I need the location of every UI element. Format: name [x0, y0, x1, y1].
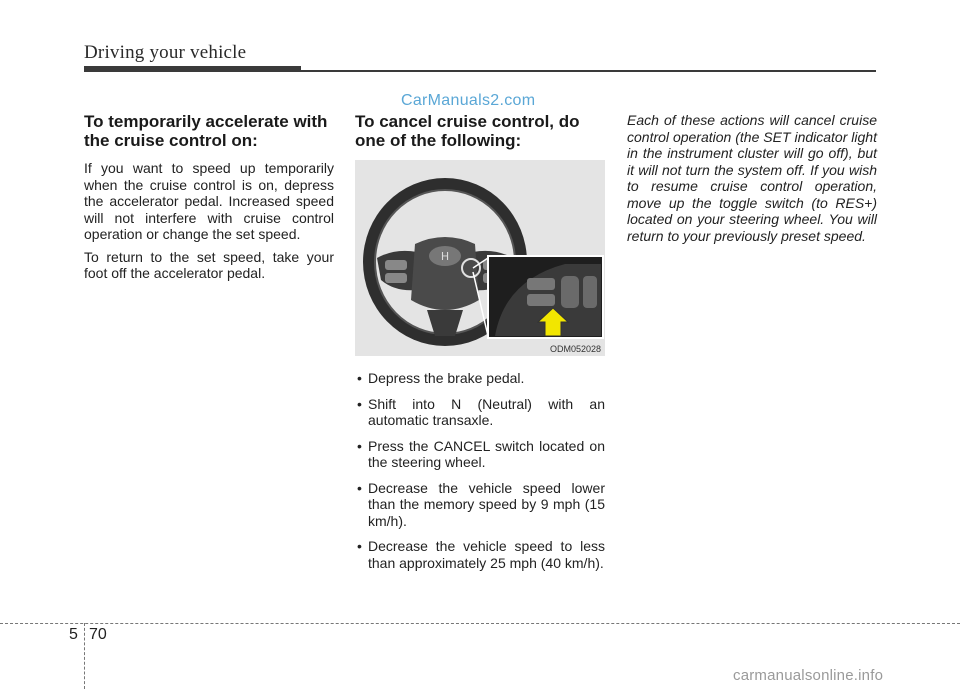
- list-item: • Press the CANCEL switch located on the steering wheel.: [355, 438, 605, 471]
- list-item: • Shift into N (Neutral) with an automatic transaxle.: [355, 396, 605, 429]
- header-rule-thin: [84, 70, 876, 72]
- column-cancel: [355, 112, 605, 580]
- column-note: [627, 112, 877, 250]
- steering-wheel-figure: [355, 160, 605, 356]
- paragraph-accelerate-2: To return to the set speed, take your foot off the accelerator pedal.: [84, 248, 334, 281]
- heading-cancel: To cancel cruise control, do one of the following:: [355, 112, 580, 150]
- watermark-bottom: carmanualsonline.info: [733, 667, 884, 684]
- footer-vertical-rule: [84, 623, 85, 689]
- figure-caption: ODM052028: [549, 344, 601, 354]
- watermark-top: CarManuals2.com: [401, 92, 536, 109]
- cancel-actions-list: [355, 370, 605, 571]
- footer-page-number: 70: [89, 626, 107, 643]
- list-item: • Decrease the vehicle speed to less than approximately 25 mph (40 km/h).: [355, 538, 605, 571]
- footer-chapter-number: 5: [69, 626, 78, 643]
- page-header-title: Driving your vehicle: [84, 42, 247, 63]
- list-item: • Depress the brake pedal.: [355, 370, 605, 387]
- column-accelerate: [84, 112, 334, 288]
- note-paragraph: Each of these actions will cancel cruise control operation (the SET indicator light in the instrument cluster will go off), but it will not turn the system off. If you wish to resume cruise control operation, move up the toggle switch (to RES+) located on your steering wheel. You will return to your previously preset speed.: [627, 112, 877, 244]
- cruise-switch-detail-icon: [488, 256, 603, 338]
- paragraph-accelerate-1: If you want to speed up temporarily when the cruise control is on, depress the accelerator pedal. Increased speed will not interfere with cruise control operation or change the set speed.: [84, 160, 334, 242]
- svg-text:H: H: [440, 250, 450, 263]
- steering-wheel-illustration: [355, 160, 605, 356]
- footer-rule: [0, 623, 960, 624]
- heading-accelerate: To temporarily accelerate with the cruise control on:: [84, 112, 328, 150]
- list-item: • Decrease the vehicle speed lower than the memory speed by 9 mph (15 km/h).: [355, 480, 605, 530]
